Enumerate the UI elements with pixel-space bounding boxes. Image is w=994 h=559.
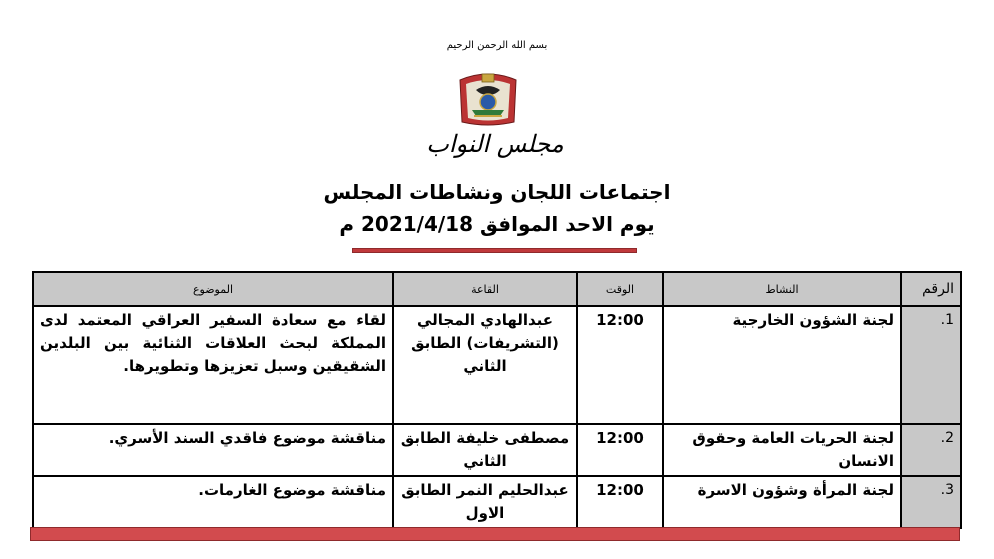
- basmala-text: بسم الله الرحمن الرحيم: [446, 40, 548, 51]
- header-time: الوقت: [577, 272, 663, 306]
- row-hall: مصطفى خليفة الطابق الثاني: [393, 424, 577, 476]
- page-title: اجتماعات اللجان ونشاطات المجلس: [323, 180, 671, 204]
- row-activity: لجنة المرأة وشؤون الاسرة: [663, 476, 901, 528]
- row-number: 1.: [901, 306, 961, 424]
- row-activity: لجنة الحريات العامة وحقوق الانسان: [663, 424, 901, 476]
- parliament-logo-text: مجلس النواب: [426, 130, 564, 158]
- footer-accent-bar: [30, 527, 960, 541]
- table-header-row: [33, 272, 961, 306]
- date-line: يوم الاحد الموافق 2021/4/18 م: [339, 212, 655, 236]
- row-time: 12:00: [577, 424, 663, 476]
- row-topic: لقاء مع سعادة السفير العراقي المعتمد لدى المملكة لبحث العلاقات الثنائية بين البلدين الشقيقين وسبل تعزيزها وتطويرها.: [33, 306, 393, 424]
- coat-of-arms-icon: [454, 70, 522, 128]
- header-topic: الموضوع: [33, 272, 393, 306]
- row-time: 12:00: [577, 476, 663, 528]
- row-topic: مناقشة موضوع فاقدي السند الأسري.: [33, 424, 393, 476]
- table-row: [33, 424, 961, 476]
- row-time: 12:00: [577, 306, 663, 424]
- title-underline-bar: [352, 248, 637, 253]
- row-topic: مناقشة موضوع الغارمات.: [33, 476, 393, 528]
- schedule-table: [32, 271, 962, 529]
- row-hall: عبدالحليم النمر الطابق الاول: [393, 476, 577, 528]
- row-activity: لجنة الشؤون الخارجية: [663, 306, 901, 424]
- header-activity: النشاط: [663, 272, 901, 306]
- row-number: 3.: [901, 476, 961, 528]
- header-number: الرقم: [901, 272, 961, 306]
- table-row: [33, 306, 961, 424]
- row-hall: عبدالهادي المجالي (التشريفات) الطابق الثاني: [393, 306, 577, 424]
- table-row: [33, 476, 961, 528]
- row-number: 2.: [901, 424, 961, 476]
- header-hall: القاعة: [393, 272, 577, 306]
